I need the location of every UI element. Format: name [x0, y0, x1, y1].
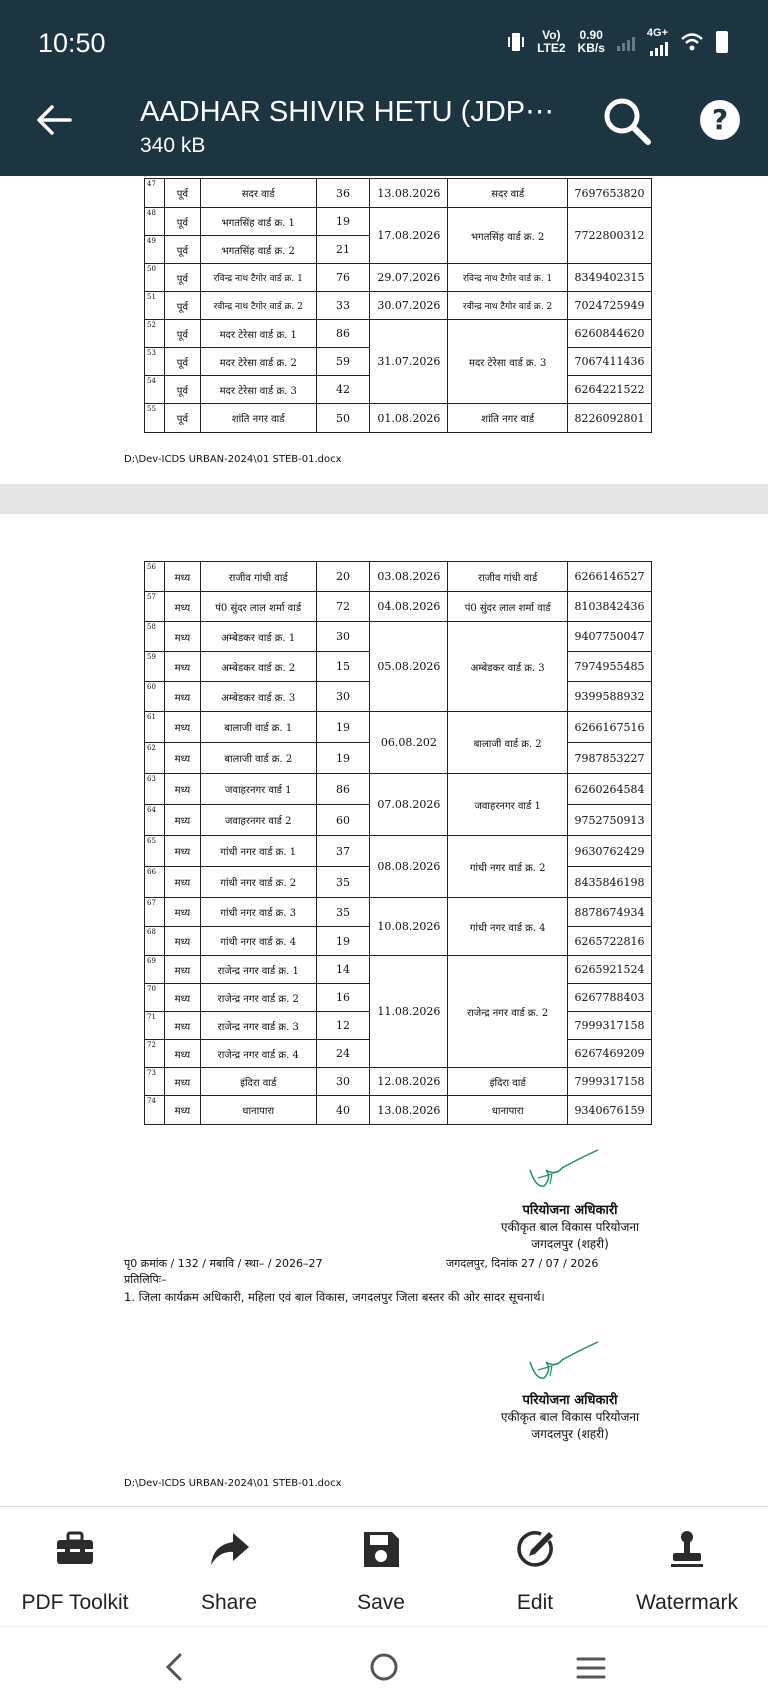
table-row	[145, 179, 652, 208]
count-cell: 76	[316, 264, 370, 292]
table-row	[145, 898, 652, 927]
volte-indicator	[537, 29, 565, 55]
ward-cell: पं0 सुंदर लाल शर्मा वार्ड	[200, 592, 316, 622]
nav-recents-icon[interactable]	[576, 1655, 606, 1681]
status-bar	[0, 0, 768, 68]
share-button[interactable]	[154, 1527, 304, 1615]
venue-cell: राजेन्द्र नगर वार्ड क्र. 2	[448, 956, 568, 1068]
zone-cell: पूर्व	[164, 320, 200, 348]
phone-cell: 7999317158	[568, 1068, 652, 1096]
zone-cell: मध्य	[164, 562, 200, 592]
signal-dim-icon	[617, 33, 635, 51]
phone-cell: 8349402315	[568, 264, 652, 292]
table-row	[145, 712, 652, 743]
status-icons	[507, 28, 728, 56]
ward-cell: राजेन्द्र नगर वार्ड क्र. 2	[200, 984, 316, 1012]
sr-cell: 63	[145, 774, 165, 805]
pdf-toolkit-label: PDF Toolkit	[21, 1591, 129, 1614]
ward-cell: बालाजी वार्ड क्र. 1	[200, 712, 316, 743]
sr-cell: 66	[145, 867, 165, 898]
ward-cell: धानापारा	[200, 1096, 316, 1125]
zone-cell: मध्य	[164, 867, 200, 898]
edit-icon	[513, 1527, 557, 1571]
sr-cell: 73	[145, 1068, 165, 1096]
ward-cell: मदर टेरेसा वार्ड क्र. 3	[200, 376, 316, 404]
sr-cell: 58	[145, 622, 165, 652]
zone-cell: मध्य	[164, 682, 200, 712]
zone-cell: पूर्व	[164, 179, 200, 208]
count-cell: 50	[316, 404, 370, 433]
ward-cell: अम्बेडकर वार्ड क्र. 3	[200, 682, 316, 712]
count-cell: 30	[316, 622, 370, 652]
phone-cell: 6266146527	[568, 562, 652, 592]
table-row	[145, 592, 652, 622]
save-icon	[359, 1527, 403, 1571]
phone-cell: 8878674934	[568, 898, 652, 927]
date-cell: 04.08.2026	[370, 592, 448, 622]
count-cell: 20	[316, 562, 370, 592]
sr-cell: 50	[145, 264, 165, 292]
ward-cell: रवीन्द्र नाथ टैगोर वार्ड क्र. 2	[200, 292, 316, 320]
copy-label: प्रतिलिपिः–	[124, 1273, 167, 1286]
sr-cell: 68	[145, 927, 165, 956]
phone-cell: 6265921524	[568, 956, 652, 984]
date-cell: 06.08.202	[370, 712, 448, 774]
phone-cell: 6264221522	[568, 376, 652, 404]
zone-cell: पूर्व	[164, 376, 200, 404]
speed-value: 0.90	[579, 28, 603, 42]
count-cell: 35	[316, 867, 370, 898]
ward-cell: राजीव गांधी वार्ड	[200, 562, 316, 592]
zone-cell: मध्य	[164, 805, 200, 836]
edit-button[interactable]	[460, 1527, 610, 1615]
sr-cell: 64	[145, 805, 165, 836]
zone-cell: मध्य	[164, 956, 200, 984]
phone-cell: 9340676159	[568, 1096, 652, 1125]
ward-cell: जवाहरनगर वार्ड 2	[200, 805, 316, 836]
phone-cell: 7999317158	[568, 1012, 652, 1040]
venue-cell: रविन्द्र नाथ टैगोर वार्ड क्र. 1	[448, 264, 568, 292]
venue-cell: अम्बेडकर वार्ड क्र. 3	[448, 622, 568, 712]
phone-cell: 6265722816	[568, 927, 652, 956]
zone-cell: मध्य	[164, 1012, 200, 1040]
bottom-action-bar	[0, 1506, 768, 1626]
sr-cell: 74	[145, 1096, 165, 1125]
ward-cell: मदर टेरेसा वार्ड क्र. 1	[200, 320, 316, 348]
signatory-title: परियोजना अधिकारी	[522, 1203, 618, 1218]
sr-cell: 72	[145, 1040, 165, 1068]
search-icon[interactable]	[600, 94, 654, 148]
phone-cell: 7697653820	[568, 179, 652, 208]
count-cell: 86	[316, 774, 370, 805]
watermark-button[interactable]	[612, 1527, 762, 1615]
venue-cell: जवाहरनगर वार्ड 1	[448, 774, 568, 836]
table-row	[145, 622, 652, 652]
phone-cell: 7722800312	[568, 208, 652, 264]
table-row	[145, 774, 652, 805]
edit-label: Edit	[516, 1591, 554, 1614]
zone-cell: मध्य	[164, 898, 200, 927]
sr-cell: 60	[145, 682, 165, 712]
ward-schedule-table-1	[144, 178, 652, 433]
venue-cell: मदर टेरेसा वार्ड क्र. 3	[448, 320, 568, 404]
ward-cell: गांधी नगर वार्ड क्र. 1	[200, 836, 316, 867]
toolbox-icon	[53, 1527, 97, 1571]
date-cell: 07.08.2026	[370, 774, 448, 836]
table-row	[145, 208, 652, 236]
sr-cell: 49	[145, 236, 165, 264]
ward-cell: मदर टेरेसा वार्ड क्र. 2	[200, 348, 316, 376]
count-cell: 14	[316, 956, 370, 984]
count-cell: 19	[316, 208, 370, 236]
phone-cell: 7974955485	[568, 652, 652, 682]
zone-cell: मध्य	[164, 1068, 200, 1096]
date-cell: 01.08.2026	[370, 404, 448, 433]
signatory-line2: जगदलपुर (शहरी)	[531, 1427, 609, 1441]
sr-cell: 56	[145, 562, 165, 592]
signature-block-1	[470, 1200, 670, 1252]
pdf-toolkit-button[interactable]	[0, 1527, 150, 1615]
zone-cell: पूर्व	[164, 264, 200, 292]
date-cell: 10.08.2026	[370, 898, 448, 956]
venue-cell: गांधी नगर वार्ड क्र. 4	[448, 898, 568, 956]
volte-label: Vo)	[542, 28, 561, 42]
phone-cell: 9407750047	[568, 622, 652, 652]
signatory-line1: एकीकृत बाल विकास परियोजना	[500, 1220, 640, 1234]
copy-line: 1. जिला कार्यक्रम अधिकारी, महिला एवं बाल विकास, जगदलपुर जिला बस्तर की ओर सादर सूचनार्थ।	[124, 1290, 545, 1304]
table-row	[145, 562, 652, 592]
ward-cell: गांधी नगर वार्ड क्र. 4	[200, 927, 316, 956]
count-cell: 42	[316, 376, 370, 404]
ward-cell: अम्बेडकर वार्ड क्र. 2	[200, 652, 316, 682]
ward-cell: शांति नगर वार्ड	[200, 404, 316, 433]
signal-4g-icon	[647, 28, 668, 56]
venue-cell: इंदिरा वार्ड	[448, 1068, 568, 1096]
date-cell: 30.07.2026	[370, 292, 448, 320]
venue-cell: राजीव गांधी वार्ड	[448, 562, 568, 592]
zone-cell: मध्य	[164, 836, 200, 867]
zone-cell: पूर्व	[164, 404, 200, 433]
wifi-icon	[680, 32, 704, 52]
save-button[interactable]	[306, 1527, 456, 1615]
signature-block-2	[470, 1390, 670, 1442]
count-cell: 40	[316, 1096, 370, 1125]
reference-number: पृ0 क्रमांक / 132 / मबावि / स्था– / 2026–27	[124, 1257, 323, 1270]
phone-cell: 6267788403	[568, 984, 652, 1012]
date-cell: 08.08.2026	[370, 836, 448, 898]
phone-cell: 9630762429	[568, 836, 652, 867]
ward-cell: राजेन्द्र नगर वार्ड क्र. 1	[200, 956, 316, 984]
status-time: 10:50	[38, 28, 106, 58]
phone-cell: 8435846198	[568, 867, 652, 898]
zone-cell: मध्य	[164, 592, 200, 622]
reference-date: जगदलपुर, दिनांक 27 / 07 / 2026	[446, 1257, 599, 1270]
signature-icon	[522, 1148, 602, 1198]
table-row	[145, 836, 652, 867]
zone-cell: मध्य	[164, 774, 200, 805]
count-cell: 30	[316, 1068, 370, 1096]
count-cell: 35	[316, 898, 370, 927]
speed-unit: KB/s	[577, 41, 605, 55]
phone-cell: 7067411436	[568, 348, 652, 376]
zone-cell: मध्य	[164, 984, 200, 1012]
signatory-title: परियोजना अधिकारी	[522, 1393, 618, 1408]
sr-cell: 48	[145, 208, 165, 236]
count-cell: 86	[316, 320, 370, 348]
zone-cell: मध्य	[164, 1096, 200, 1125]
count-cell: 37	[316, 836, 370, 867]
page-separator	[0, 484, 768, 514]
signature-icon	[522, 1340, 602, 1390]
table-row	[145, 292, 652, 320]
zone-cell: मध्य	[164, 927, 200, 956]
share-icon	[207, 1527, 251, 1571]
sr-cell: 57	[145, 592, 165, 622]
date-cell: 31.07.2026	[370, 320, 448, 404]
zone-cell: मध्य	[164, 622, 200, 652]
zone-cell: पूर्व	[164, 208, 200, 236]
vibrate-icon	[507, 31, 525, 53]
zone-cell: मध्य	[164, 743, 200, 774]
count-cell: 72	[316, 592, 370, 622]
sr-cell: 70	[145, 984, 165, 1012]
count-cell: 36	[316, 179, 370, 208]
sr-cell: 55	[145, 404, 165, 433]
sr-cell: 65	[145, 836, 165, 867]
phone-cell: 8103842436	[568, 592, 652, 622]
sr-cell: 47	[145, 179, 165, 208]
venue-cell: धानापारा	[448, 1096, 568, 1125]
sr-cell: 53	[145, 348, 165, 376]
count-cell: 16	[316, 984, 370, 1012]
ward-cell: बालाजी वार्ड क्र. 2	[200, 743, 316, 774]
venue-cell: शांति नगर वार्ड	[448, 404, 568, 433]
phone-cell: 6267469209	[568, 1040, 652, 1068]
table-row	[145, 320, 652, 348]
date-cell: 13.08.2026	[370, 1096, 448, 1125]
watermark-icon	[665, 1527, 709, 1571]
date-cell: 05.08.2026	[370, 622, 448, 712]
date-cell: 03.08.2026	[370, 562, 448, 592]
count-cell: 24	[316, 1040, 370, 1068]
count-cell: 15	[316, 652, 370, 682]
ward-cell: गांधी नगर वार्ड क्र. 2	[200, 867, 316, 898]
nav-back-icon[interactable]	[162, 1651, 186, 1683]
phone-cell: 7987853227	[568, 743, 652, 774]
phone-cell: 6266167516	[568, 712, 652, 743]
count-cell: 21	[316, 236, 370, 264]
phone-cell: 8226092801	[568, 404, 652, 433]
pdf-viewer[interactable]	[0, 176, 768, 1506]
sr-cell: 71	[145, 1012, 165, 1040]
share-label: Share	[200, 1591, 258, 1614]
table-row	[145, 1096, 652, 1125]
signatory-line1: एकीकृत बाल विकास परियोजना	[500, 1410, 640, 1424]
nav-home-icon[interactable]	[368, 1651, 400, 1683]
date-cell: 11.08.2026	[370, 956, 448, 1068]
ward-cell: गांधी नगर वार्ड क्र. 3	[200, 898, 316, 927]
watermark-label: Watermark	[636, 1591, 738, 1614]
document-size: 340 kB	[140, 134, 206, 157]
date-cell: 17.08.2026	[370, 208, 448, 264]
venue-cell: बालाजी वार्ड क्र. 2	[448, 712, 568, 774]
count-cell: 30	[316, 682, 370, 712]
sr-cell: 54	[145, 376, 165, 404]
count-cell: 19	[316, 927, 370, 956]
file-path-footer: D:\Dev-ICDS URBAN-2024\01 STEB-01.docx	[124, 454, 342, 465]
speed-indicator	[578, 29, 605, 55]
sr-cell: 61	[145, 712, 165, 743]
ward-cell: राजेन्द्र नगर वार्ड क्र. 3	[200, 1012, 316, 1040]
table-row	[145, 264, 652, 292]
sr-cell: 52	[145, 320, 165, 348]
zone-cell: पूर्व	[164, 348, 200, 376]
ward-cell: अम्बेडकर वार्ड क्र. 1	[200, 622, 316, 652]
count-cell: 19	[316, 743, 370, 774]
file-path-footer: D:\Dev-ICDS URBAN-2024\01 STEB-01.docx	[124, 1478, 342, 1489]
save-label: Save	[357, 1591, 405, 1614]
zone-cell: मध्य	[164, 1040, 200, 1068]
ward-cell: सदर वार्ड	[200, 179, 316, 208]
ward-schedule-table-2	[144, 561, 652, 1125]
ward-cell: रविन्द्र नाथ टैगोर वार्ड क्र. 1	[200, 264, 316, 292]
help-icon[interactable]: ?	[700, 100, 740, 140]
sr-cell: 69	[145, 956, 165, 984]
phone-cell: 9399588932	[568, 682, 652, 712]
count-cell: 19	[316, 712, 370, 743]
ward-cell: भगतसिंह वार्ड क्र. 2	[200, 236, 316, 264]
document-title: AADHAR SHIVIR HETU (JDP⋯	[140, 96, 555, 128]
count-cell: 59	[316, 348, 370, 376]
signatory-line2: जगदलपुर (शहरी)	[531, 1237, 609, 1251]
venue-cell: रवीन्द्र नाथ टैगोर वार्ड क्र. 2	[448, 292, 568, 320]
sr-cell: 62	[145, 743, 165, 774]
date-cell: 12.08.2026	[370, 1068, 448, 1096]
phone-cell: 6260844620	[568, 320, 652, 348]
ward-cell: राजेन्द्र नगर वार्ड क्र. 4	[200, 1040, 316, 1068]
zone-cell: मध्य	[164, 652, 200, 682]
sr-cell: 67	[145, 898, 165, 927]
sr-cell: 59	[145, 652, 165, 682]
table-row	[145, 404, 652, 433]
venue-cell: पं0 सुंदर लाल शर्मा वार्ड	[448, 592, 568, 622]
battery-icon	[716, 31, 728, 53]
system-nav-bar	[0, 1626, 768, 1707]
venue-cell: भगतसिंह वार्ड क्र. 2	[448, 208, 568, 264]
venue-cell: गांधी नगर वार्ड क्र. 2	[448, 836, 568, 898]
ward-cell: भगतसिंह वार्ड क्र. 1	[200, 208, 316, 236]
phone-cell: 7024725949	[568, 292, 652, 320]
ward-cell: इंदिरा वार्ड	[200, 1068, 316, 1096]
back-arrow-icon[interactable]	[32, 98, 76, 142]
count-cell: 12	[316, 1012, 370, 1040]
sr-cell: 51	[145, 292, 165, 320]
app-bar	[0, 68, 768, 176]
date-cell: 29.07.2026	[370, 264, 448, 292]
network-label: 4G+	[646, 27, 668, 39]
table-row	[145, 1068, 652, 1096]
zone-cell: पूर्व	[164, 236, 200, 264]
zone-cell: मध्य	[164, 712, 200, 743]
table-row	[145, 956, 652, 984]
venue-cell: सदर वार्ड	[448, 179, 568, 208]
phone-cell: 9752750913	[568, 805, 652, 836]
date-cell: 13.08.2026	[370, 179, 448, 208]
ward-cell: जवाहरनगर वार्ड 1	[200, 774, 316, 805]
phone-cell: 6260264584	[568, 774, 652, 805]
count-cell: 33	[316, 292, 370, 320]
count-cell: 60	[316, 805, 370, 836]
zone-cell: पूर्व	[164, 292, 200, 320]
lte-label: LTE2	[537, 41, 566, 55]
